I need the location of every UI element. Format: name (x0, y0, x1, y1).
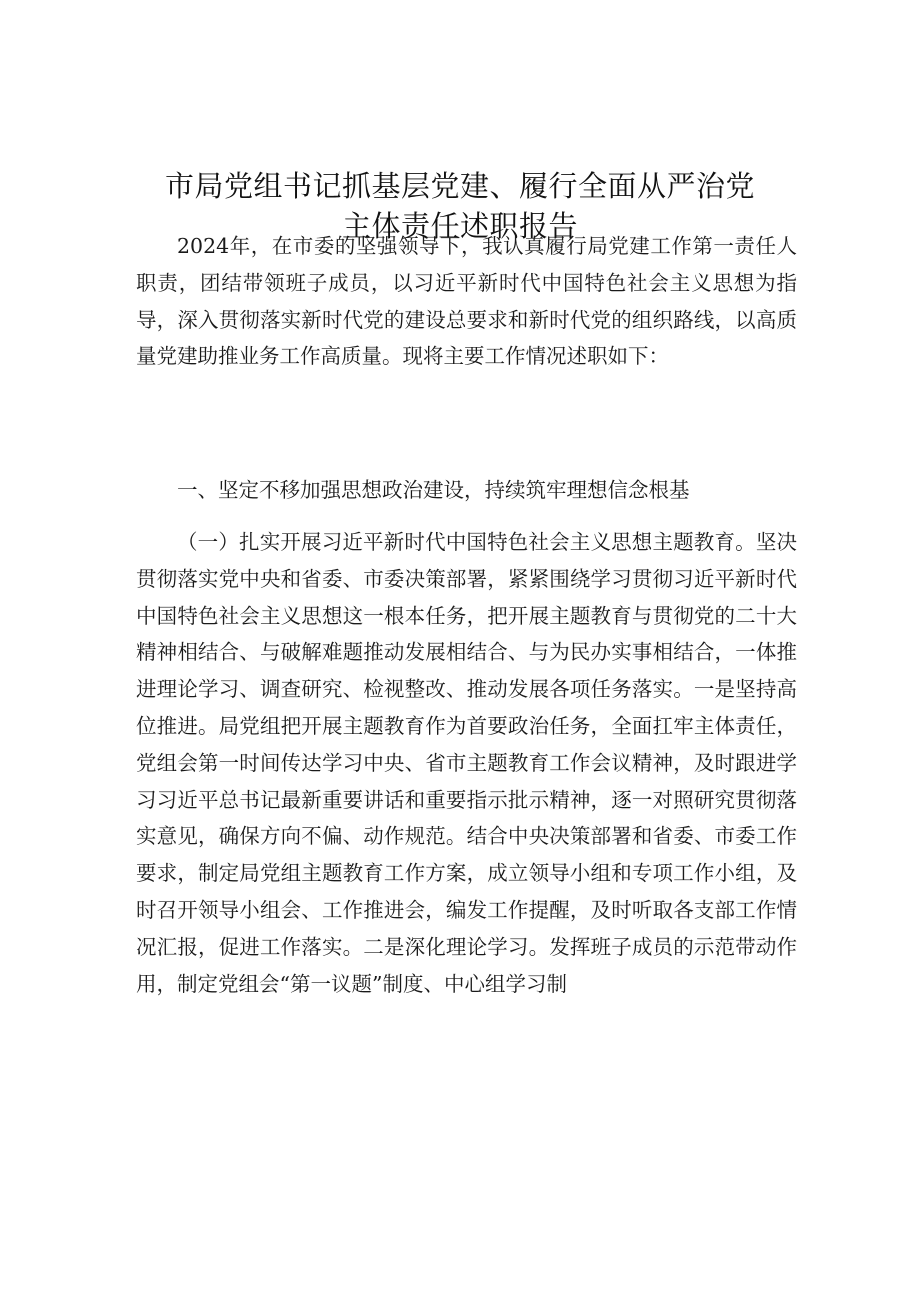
report-title-line-2: 主体责任述职报告 (341, 209, 578, 243)
section-1-1-paragraph: （一）扎实开展习近平新时代中国特色社会主义思想主题教育。坚决贯彻落实党中央和省委、市委决策部署，紧紧围绕学习贯彻习近平新时代中国特色社会主义思想这一根本任务，把开展主题教育与贯彻党的二十大精神相结合、与破解难题推动发展相结合、与为民办实事相结合，一体推进理论学习、调查研究、检视整改、推动发展各项任务落实。一是坚持高位推进。局党组把开展主题教育作为首要政治任务，全面扛牢主体责任，党组会第一时间传达学习中央、省市主题教育工作会议精神，及时跟进学习习近平总书记最新重要讲话和重要指示批示精神，逐一对照研究贯彻落实意见，确保方向不偏、动作规范。结合中央决策部署和省委、市委工作要求，制定局党组主题教育工作方案，成立领导小组和专项工作小组，及时召开领导小组会、工作推进会，编发工作提醒，及时听取各支部工作情况汇报，促进工作落实。二是深化理论学习。发挥班子成员的示范带动作用，制定党组会“第一议题”制度、中心组学习制 (136, 530, 797, 996)
section-heading-1: 一、坚定不移加强思想政治建设，持续筑牢理想信念根基 (177, 478, 690, 502)
report-title-line-1: 市局党组书记抓基层党建、履行全面从严治党 (164, 169, 755, 203)
intro-paragraph: 2024年，在市委的坚强领导下，我认真履行局党建工作第一责任人职责，团结带领班子成员，以习近平新时代中国特色社会主义思想为指导，深入贯彻落实新时代党的建设总要求和新时代党的组织路线，以高质量党建助推业务工作高质量。现将主要工作情况述职如下： (136, 234, 797, 369)
